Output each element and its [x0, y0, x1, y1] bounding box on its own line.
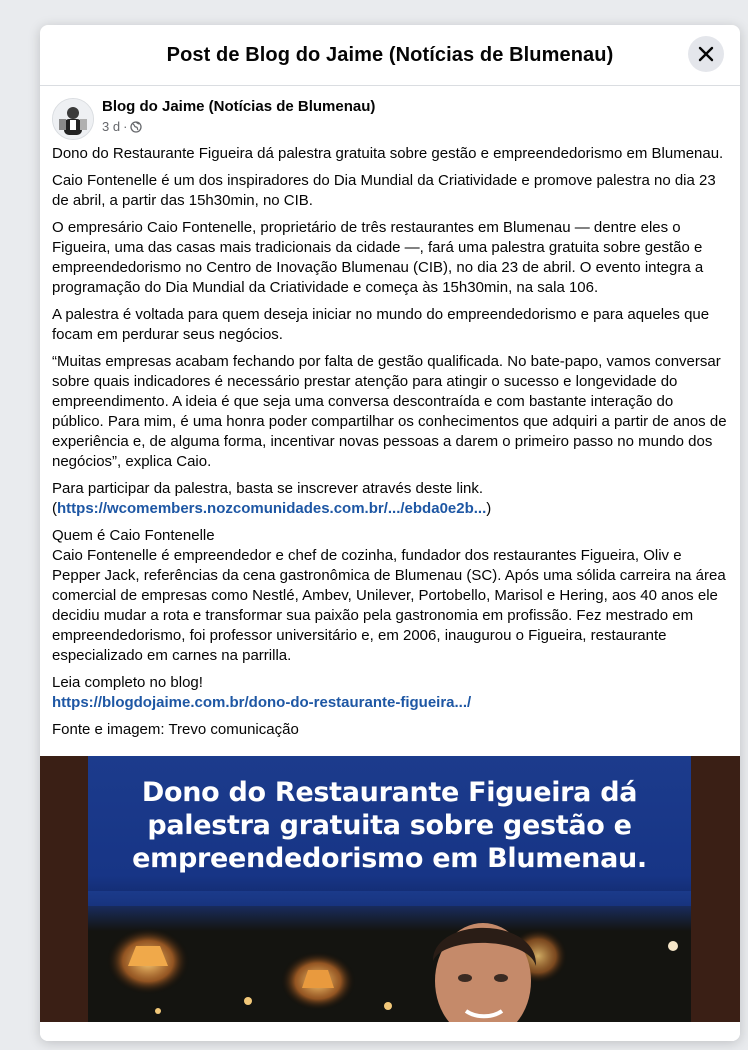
modal-header [40, 25, 740, 86]
post-paragraph: “Muitas empresas acabam fechando por falta de gestão qualificada. No bate-papo, vamos conversar sobre quais indicadores é necessário prestar atenção para atingir o sucesso e longevidade do empreendimento. A ideia é que seja uma conversa descontraída e com bastante interação do público. Para mim, é uma honra poder compartilhar os conhecimentos que adquiri a partir de anos de experiência e, de alguma forma, incentivar novas pessoas a darem o primeiro passo no mundo dos negócios”, explica Caio. [52, 353, 727, 470]
modal-footer [40, 1022, 740, 1041]
image-headline-line: empreendedorismo em Blumenau. [132, 843, 647, 874]
meta-separator: · [123, 119, 128, 134]
post-paragraph: A palestra é voltada para quem deseja iniciar no mundo do empreendedorismo e para aqueles que focam em perdurar seus negócios. [52, 306, 710, 343]
avatar-image [53, 99, 93, 139]
modal-title: Post de Blog do Jaime (Notícias de Blumenau) [166, 43, 614, 66]
signup-paragraph [52, 479, 728, 519]
avatar[interactable] [52, 98, 94, 140]
image-headline-line: Dono do Restaurante Figueira dá [141, 777, 638, 808]
post-paragraph: Dono do Restaurante Figueira dá palestra gratuita sobre gestão e empreendedorismo em Blumenau. [52, 145, 724, 162]
close-button[interactable] [688, 36, 724, 72]
post-image[interactable] [40, 756, 740, 1022]
post-image-artwork [88, 756, 691, 1022]
about-text: Caio Fontenelle é empreendedor e chef de cozinha, fundador dos restaurantes Figueira, Oliv e Pepper Jack, referências da cena gastronômica de Blumenau (SC). Após uma sólida carreira na área comercial de empresas como Nestlé, Ambev, Unilever, Portobello, Marisol e Hering, aos 40 anos ele decidiu mudar a rota e transformar sua paixão pela gastronomia em profissão. Fez mestrado em empreendedorismo, foi professor universitário e, em 2006, inaugurou o Figueira, restaurante especializado em carnes na parrilla. [52, 547, 726, 664]
post-time[interactable]: 3 d [102, 119, 121, 134]
image-headline-line: palestra gratuita sobre gestão e [147, 810, 632, 841]
about-paragraph [52, 526, 728, 666]
post-author[interactable]: Blog do Jaime (Notícias de Blumenau) [102, 98, 376, 115]
read-more-paragraph [52, 673, 728, 713]
post-modal [40, 25, 740, 1041]
post-paragraph: O empresário Caio Fontenelle, proprietário de três restaurantes em Blumenau — dentre eles o Figueira, uma das casas mais tradicionais da cidade —, fará uma palestra gratuita sobre gestão e empreendedorismo no Centro de Inovação Blumenau (CIB), no dia 23 de abril. O evento integra a programação do Dia Mundial da Criatividade e começa às 15h30min, na sala 106. [52, 219, 704, 296]
globe-icon[interactable] [130, 121, 142, 133]
signup-close-paren: ) [486, 500, 492, 517]
blog-link[interactable]: https://blogdojaime.com.br/dono-do-restaurante-figueira.../ [52, 694, 472, 711]
image-headline [88, 776, 691, 875]
post-body [40, 140, 740, 740]
post-paragraph: Caio Fontenelle é um dos inspiradores do Dia Mundial da Criatividade e promove palestra no dia 23 de abril, a partir das 15h30min, no CIB. [52, 172, 716, 209]
post-header [40, 86, 740, 140]
close-icon [698, 46, 714, 62]
post-subtitle [102, 118, 375, 136]
about-heading: Quem é Caio Fontenelle [52, 527, 215, 544]
signup-link[interactable]: https://wcomembers.nozcomunidades.com.br/.../ebda0e2b... [57, 500, 487, 517]
signup-open-paren: ( [52, 500, 57, 517]
read-more-text: Leia completo no blog! [52, 674, 203, 691]
source-credit: Fonte e imagem: Trevo comunicação [52, 721, 299, 738]
signup-text: Para participar da palestra, basta se inscrever através deste link. [52, 480, 484, 497]
